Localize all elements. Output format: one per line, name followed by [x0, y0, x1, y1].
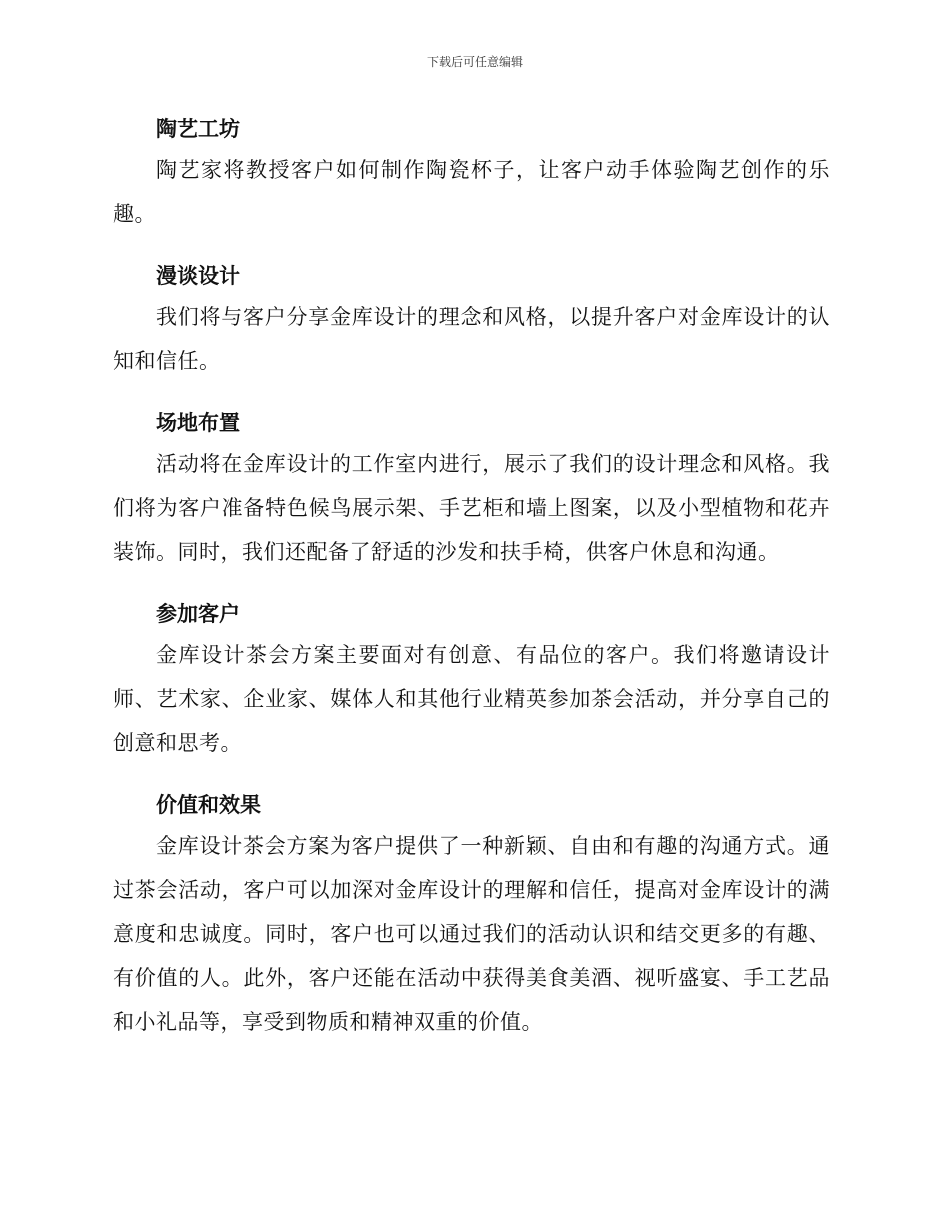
section-paragraph: 活动将在金库设计的工作室内进行，展示了我们的设计理念和风格。我们将为客户准备特色候鸟展示架、手艺柜和墙上图案，以及小型植物和花卉装饰。同时，我们还配备了舒适的沙发和扶手椅，供客户休息和沟通。 — [113, 452, 830, 564]
section-design-talk — [113, 257, 830, 383]
section-attendees — [113, 595, 830, 765]
header-note: 下载后可任意编辑 — [426, 55, 523, 69]
section-paragraph: 金库设计茶会方案主要面对有创意、有品位的客户。我们将邀请设计师、艺术家、企业家、媒体人和其他行业精英参加茶会活动，并分享自己的创意和思考。 — [113, 643, 830, 755]
section-venue-setup — [113, 404, 830, 574]
section-paragraph: 陶艺家将教授客户如何制作陶瓷杯子，让客户动手体验陶艺创作的乐趣。 — [113, 158, 830, 226]
section-value-and-effect — [113, 786, 830, 1044]
section-heading: 价值和效果 — [156, 793, 261, 817]
section-paragraph: 金库设计茶会方案为客户提供了一种新颖、自由和有趣的沟通方式。通过茶会活动，客户可以加深对金库设计的理解和信任，提高对金库设计的满意度和忠诚度。同时，客户也可以通过我们的活动认识和结交更多的有趣、有价值的人。此外，客户还能在活动中获得美食美酒、视听盛宴、手工艺品和小礼品等，享受到物质和精神双重的价值。 — [113, 834, 830, 1034]
section-heading: 参加客户 — [156, 602, 240, 626]
document-content — [113, 110, 830, 1065]
section-heading: 场地布置 — [156, 411, 240, 435]
section-pottery-workshop — [113, 110, 830, 236]
section-paragraph: 我们将与客户分享金库设计的理念和风格，以提升客户对金库设计的认知和信任。 — [113, 305, 830, 373]
section-heading: 陶艺工坊 — [156, 117, 240, 141]
section-heading: 漫谈设计 — [156, 264, 240, 288]
